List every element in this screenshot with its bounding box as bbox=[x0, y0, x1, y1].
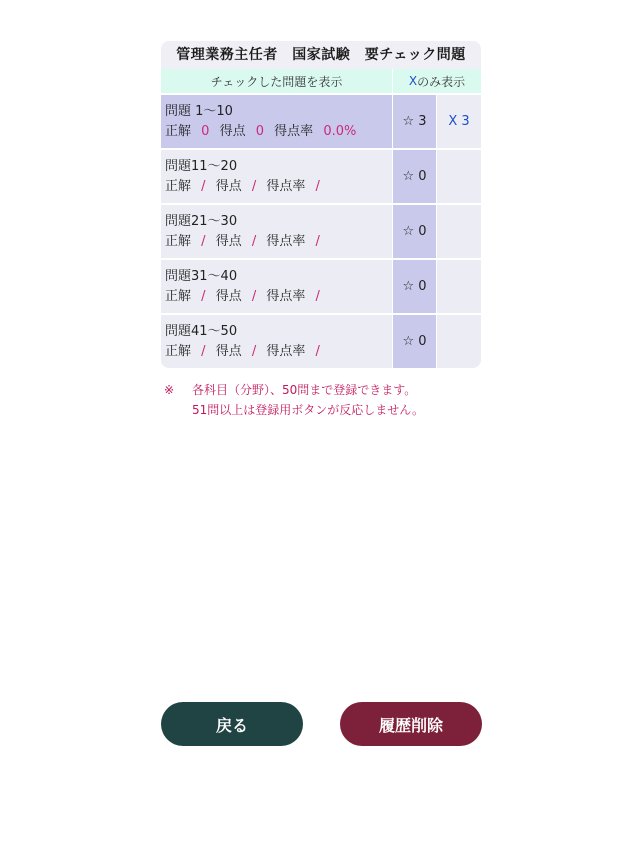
correct-label: 正解 bbox=[165, 123, 192, 139]
registration-note bbox=[164, 380, 484, 420]
rate-label: 得点率 bbox=[274, 123, 314, 139]
score-line bbox=[165, 232, 392, 252]
check-panel bbox=[161, 41, 481, 368]
x-count[interactable] bbox=[437, 205, 481, 258]
star-count[interactable]: ☆ 0 bbox=[393, 205, 436, 258]
question-range-row[interactable] bbox=[161, 315, 481, 368]
correct-label: 正解 bbox=[165, 178, 192, 194]
rate-value: 0.0% bbox=[323, 123, 357, 139]
correct-value: / bbox=[201, 178, 206, 194]
score-value: / bbox=[251, 178, 257, 194]
x-only-button[interactable] bbox=[393, 69, 481, 93]
question-range-row[interactable] bbox=[161, 205, 481, 258]
correct-label: 正解 bbox=[165, 233, 192, 249]
score-label: 得点 bbox=[215, 233, 242, 249]
x-mark-icon: X bbox=[408, 74, 418, 88]
star-count[interactable]: ☆ 0 bbox=[393, 260, 436, 313]
question-range-row[interactable] bbox=[161, 150, 481, 203]
correct-value: 0 bbox=[201, 123, 210, 139]
rate-label: 得点率 bbox=[266, 343, 306, 359]
score-value: / bbox=[251, 233, 257, 249]
rate-value: / bbox=[315, 233, 320, 249]
score-label: 得点 bbox=[215, 288, 242, 304]
correct-value: / bbox=[201, 343, 206, 359]
clear-history-button[interactable]: 履歴削除 bbox=[340, 702, 482, 746]
score-line bbox=[165, 122, 392, 142]
correct-value: / bbox=[201, 288, 206, 304]
range-label: 問題21〜30 bbox=[165, 213, 238, 229]
score-label: 得点 bbox=[215, 178, 242, 194]
star-count[interactable]: ☆ 0 bbox=[393, 315, 436, 368]
row-info bbox=[161, 315, 392, 368]
row-info bbox=[161, 150, 392, 203]
score-label: 得点 bbox=[215, 343, 242, 359]
correct-label: 正解 bbox=[165, 343, 192, 359]
range-label: 問題41〜50 bbox=[165, 323, 238, 339]
x-only-label: のみ表示 bbox=[417, 74, 466, 89]
note-line-1 bbox=[164, 380, 484, 400]
back-button[interactable]: 戻る bbox=[161, 702, 303, 746]
range-label: 問題 1〜10 bbox=[165, 103, 233, 119]
question-range-row[interactable] bbox=[161, 260, 481, 313]
note-mark: ※ bbox=[164, 383, 175, 397]
correct-value: / bbox=[201, 233, 206, 249]
x-count[interactable] bbox=[437, 315, 481, 368]
page-title: 管理業務主任者 国家試験 要チェック問題 bbox=[161, 41, 481, 69]
score-line bbox=[165, 342, 392, 362]
row-info bbox=[161, 260, 392, 313]
x-count[interactable] bbox=[437, 150, 481, 203]
x-count[interactable] bbox=[437, 260, 481, 313]
rate-value: / bbox=[315, 288, 320, 304]
rate-label: 得点率 bbox=[266, 288, 306, 304]
rate-label: 得点率 bbox=[266, 178, 306, 194]
rate-value: / bbox=[315, 178, 320, 194]
correct-label: 正解 bbox=[165, 288, 192, 304]
note-text-2: 51問以上は登録用ボタンが反応しません。 bbox=[192, 403, 424, 417]
rate-value: / bbox=[315, 343, 320, 359]
score-line bbox=[165, 177, 392, 197]
row-info bbox=[161, 205, 392, 258]
rate-label: 得点率 bbox=[266, 233, 306, 249]
score-label: 得点 bbox=[219, 123, 246, 139]
question-range-row[interactable] bbox=[161, 95, 481, 148]
score-line bbox=[165, 287, 392, 307]
score-value: / bbox=[251, 343, 257, 359]
show-checked-button[interactable]: チェックした問題を表示 bbox=[161, 69, 393, 93]
filter-bar bbox=[161, 69, 481, 93]
range-label: 問題11〜20 bbox=[165, 158, 238, 174]
star-count[interactable]: ☆ 0 bbox=[393, 150, 436, 203]
star-count[interactable]: ☆ 3 bbox=[393, 95, 436, 148]
range-label: 問題31〜40 bbox=[165, 268, 238, 284]
row-info bbox=[161, 95, 392, 148]
note-text-1: 各科目（分野）、50問まで登録できます。 bbox=[192, 383, 417, 397]
score-value: / bbox=[251, 288, 257, 304]
x-count[interactable]: X 3 bbox=[437, 95, 481, 148]
score-value: 0 bbox=[255, 123, 265, 139]
